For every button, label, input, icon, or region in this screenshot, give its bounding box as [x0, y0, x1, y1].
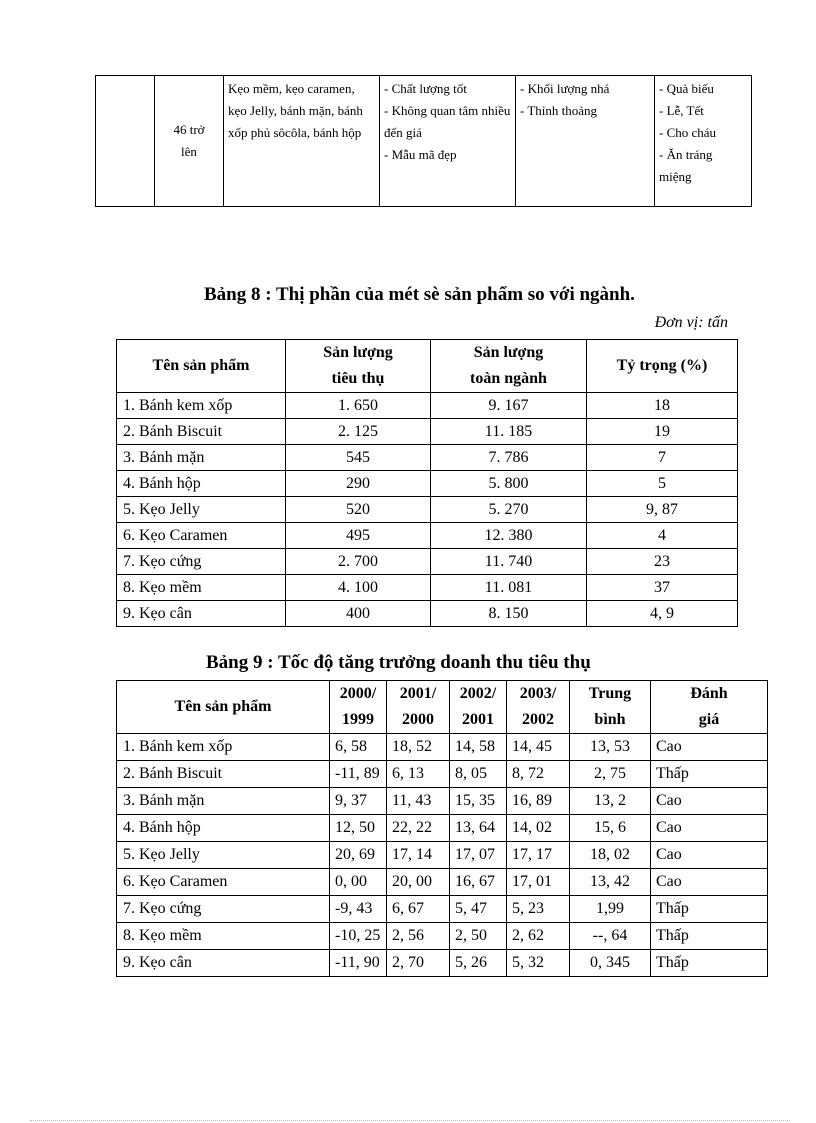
growth-2000-1999-cell: 9, 37 [330, 788, 387, 815]
consumer-segment-table [95, 75, 752, 207]
header-line: toàn ngành [470, 370, 547, 387]
product-name-cell: 8. Kẹo mềm [117, 923, 330, 950]
header-year-2002-2001 [450, 681, 507, 734]
evaluation-cell: Cao [651, 815, 768, 842]
growth-2000-1999-cell: -11, 89 [330, 761, 387, 788]
average-cell: 1,99 [570, 896, 651, 923]
product-name-cell: 3. Bánh mặn [117, 445, 286, 471]
header-line: 2000 [402, 711, 434, 728]
table-row [117, 419, 738, 445]
purpose-cell [655, 76, 752, 207]
sold-volume-cell: 1. 650 [286, 393, 431, 419]
market-share-table [116, 339, 738, 627]
growth-2003-2002-cell: 5, 23 [507, 896, 570, 923]
evaluation-cell: Thấp [651, 896, 768, 923]
sold-volume-cell: 4. 100 [286, 575, 431, 601]
product-name-cell: 6. Kẹo Caramen [117, 523, 286, 549]
header-line: 1999 [342, 711, 374, 728]
purpose-item: - Lễ, Tết [659, 103, 704, 118]
growth-2003-2002-cell: 14, 02 [507, 815, 570, 842]
industry-volume-cell: 9. 167 [431, 393, 587, 419]
header-line: 2002/ [459, 685, 497, 702]
growth-2001-2000-cell: 18, 52 [387, 734, 450, 761]
header-line: Sản lượng [323, 344, 393, 361]
purpose-item: - Cho cháu [659, 125, 717, 140]
header-line: Trung [588, 685, 632, 702]
average-cell: 13, 42 [570, 869, 651, 896]
evaluation-cell: Thấp [651, 761, 768, 788]
table-row [117, 842, 768, 869]
product-name-cell: 3. Bánh mặn [117, 788, 330, 815]
header-line: 2001/ [399, 685, 437, 702]
evaluation-cell: Thấp [651, 923, 768, 950]
sold-volume-cell: 545 [286, 445, 431, 471]
table-row [117, 497, 738, 523]
frequency-item: - Khối lượng nhá [520, 81, 610, 96]
sold-volume-cell: 400 [286, 601, 431, 627]
growth-2002-2001-cell: 8, 05 [450, 761, 507, 788]
product-name-cell: 9. Kẹo cân [117, 601, 286, 627]
share-percent-cell: 7 [587, 445, 738, 471]
growth-2003-2002-cell: 14, 45 [507, 734, 570, 761]
empty-cell [96, 76, 155, 207]
evaluation-cell: Cao [651, 842, 768, 869]
product-name-cell: 1. Bánh kem xốp [117, 393, 286, 419]
header-line: giá [698, 711, 720, 728]
header-line: 2002 [522, 711, 554, 728]
growth-2003-2002-cell: 17, 01 [507, 869, 570, 896]
table-row [117, 896, 768, 923]
product-name-cell: 2. Bánh Biscuit [117, 419, 286, 445]
growth-2002-2001-cell: 13, 64 [450, 815, 507, 842]
average-cell: 0, 345 [570, 950, 651, 977]
industry-volume-cell: 5. 800 [431, 471, 587, 497]
frequency-item: - Thỉnh thoảng [520, 103, 598, 118]
growth-rate-table [116, 680, 768, 977]
table-header-row [117, 340, 738, 393]
industry-volume-cell: 11. 185 [431, 419, 587, 445]
growth-2003-2002-cell: 5, 32 [507, 950, 570, 977]
growth-2002-2001-cell: 15, 35 [450, 788, 507, 815]
share-percent-cell: 18 [587, 393, 738, 419]
growth-2003-2002-cell: 8, 72 [507, 761, 570, 788]
product-name-cell: 7. Kẹo cứng [117, 896, 330, 923]
industry-volume-cell: 11. 740 [431, 549, 587, 575]
sold-volume-cell: 2. 125 [286, 419, 431, 445]
product-name-cell: 9. Kẹo cân [117, 950, 330, 977]
growth-2003-2002-cell: 2, 62 [507, 923, 570, 950]
header-evaluation [651, 681, 768, 734]
header-line: Sản lượng [473, 344, 544, 361]
product-name-cell: 8. Kẹo mềm [117, 575, 286, 601]
header-year-2003-2002 [507, 681, 570, 734]
growth-2002-2001-cell: 17, 07 [450, 842, 507, 869]
growth-2001-2000-cell: 2, 56 [387, 923, 450, 950]
purpose-item: - Quà biếu [659, 81, 714, 96]
page-bottom-rule [30, 1120, 790, 1121]
growth-2000-1999-cell: -9, 43 [330, 896, 387, 923]
growth-2003-2002-cell: 16, 89 [507, 788, 570, 815]
sold-volume-cell: 2. 700 [286, 549, 431, 575]
criteria-item: - Không quan tâm nhiều đến giá [384, 103, 511, 140]
growth-2000-1999-cell: 6, 58 [330, 734, 387, 761]
industry-volume-cell: 8. 150 [431, 601, 587, 627]
header-line: 2000/ [339, 685, 377, 702]
industry-volume-cell: 12. 380 [431, 523, 587, 549]
header-average [570, 681, 651, 734]
sold-volume-cell: 495 [286, 523, 431, 549]
growth-2001-2000-cell: 6, 67 [387, 896, 450, 923]
table-row [117, 761, 768, 788]
table-header-row [117, 681, 768, 734]
header-line: Đánh [690, 685, 728, 702]
table8-unit: Đơn vị: tấn [654, 314, 728, 331]
header-line: 2001 [462, 711, 494, 728]
table-row [117, 869, 768, 896]
growth-2000-1999-cell: 0, 00 [330, 869, 387, 896]
evaluation-cell: Cao [651, 734, 768, 761]
criteria-item: - Mẫu mã đẹp [384, 147, 457, 162]
average-cell: 2, 75 [570, 761, 651, 788]
average-cell: --, 64 [570, 923, 651, 950]
table-row [117, 523, 738, 549]
product-name-cell: 4. Bánh hộp [117, 471, 286, 497]
growth-2002-2001-cell: 16, 67 [450, 869, 507, 896]
product-name-cell: 2. Bánh Biscuit [117, 761, 330, 788]
table-row [117, 950, 768, 977]
header-line: tiêu thụ [331, 370, 385, 387]
table-row [117, 549, 738, 575]
growth-2002-2001-cell: 5, 47 [450, 896, 507, 923]
growth-2001-2000-cell: 2, 70 [387, 950, 450, 977]
product-name-cell: 1. Bánh kem xốp [117, 734, 330, 761]
average-cell: 13, 2 [570, 788, 651, 815]
frequency-cell [516, 76, 655, 207]
age-line: lên [181, 144, 197, 159]
share-percent-cell: 23 [587, 549, 738, 575]
table-row [117, 471, 738, 497]
header-product-name: Tên sản phẩm [117, 340, 286, 393]
table-row [117, 393, 738, 419]
growth-2003-2002-cell: 17, 17 [507, 842, 570, 869]
industry-volume-cell: 5. 270 [431, 497, 587, 523]
growth-2001-2000-cell: 6, 13 [387, 761, 450, 788]
growth-2001-2000-cell: 11, 43 [387, 788, 450, 815]
growth-2001-2000-cell: 20, 00 [387, 869, 450, 896]
table-row [117, 788, 768, 815]
products-cell: Kẹo mềm, kẹo caramen, kẹo Jelly, bánh mặn, bánh xốp phủ sôcôla, bánh hộp [224, 76, 380, 207]
header-sold [286, 340, 431, 393]
table-row [117, 445, 738, 471]
growth-2001-2000-cell: 22, 22 [387, 815, 450, 842]
evaluation-cell: Thấp [651, 950, 768, 977]
share-percent-cell: 4 [587, 523, 738, 549]
sold-volume-cell: 290 [286, 471, 431, 497]
growth-2000-1999-cell: -11, 90 [330, 950, 387, 977]
growth-2002-2001-cell: 5, 26 [450, 950, 507, 977]
table-row [117, 601, 738, 627]
table-row [96, 76, 752, 207]
header-product-name: Tên sản phẩm [117, 681, 330, 734]
purpose-item: - Ăn tráng miệng [659, 147, 713, 184]
share-percent-cell: 9, 87 [587, 497, 738, 523]
product-name-cell: 7. Kẹo cứng [117, 549, 286, 575]
growth-2000-1999-cell: -10, 25 [330, 923, 387, 950]
growth-2000-1999-cell: 20, 69 [330, 842, 387, 869]
header-share: Tỷ trọng (%) [587, 340, 738, 393]
criteria-cell [380, 76, 516, 207]
table-row [117, 815, 768, 842]
product-name-cell: 5. Kẹo Jelly [117, 497, 286, 523]
header-year-2001-2000 [387, 681, 450, 734]
table8-caption: Bảng 8 : Thị phần của mét sè sản phẩm so với ngành. [204, 284, 635, 305]
header-year-2000-1999 [330, 681, 387, 734]
growth-2001-2000-cell: 17, 14 [387, 842, 450, 869]
share-percent-cell: 19 [587, 419, 738, 445]
table-row [117, 734, 768, 761]
industry-volume-cell: 11. 081 [431, 575, 587, 601]
share-percent-cell: 37 [587, 575, 738, 601]
share-percent-cell: 4, 9 [587, 601, 738, 627]
sold-volume-cell: 520 [286, 497, 431, 523]
age-line: 46 trở [173, 122, 205, 137]
table9-caption: Bảng 9 : Tốc độ tăng trưởng doanh thu tiêu thụ [206, 652, 591, 673]
product-name-cell: 5. Kẹo Jelly [117, 842, 330, 869]
evaluation-cell: Cao [651, 788, 768, 815]
growth-2002-2001-cell: 2, 50 [450, 923, 507, 950]
criteria-item: - Chất lượng tốt [384, 81, 467, 96]
growth-2002-2001-cell: 14, 58 [450, 734, 507, 761]
header-line: 2003/ [519, 685, 557, 702]
share-percent-cell: 5 [587, 471, 738, 497]
header-line: bình [594, 711, 626, 728]
age-group-cell [155, 76, 224, 207]
header-industry [431, 340, 587, 393]
table-row [117, 923, 768, 950]
product-name-cell: 4. Bánh hộp [117, 815, 330, 842]
product-name-cell: 6. Kẹo Caramen [117, 869, 330, 896]
average-cell: 13, 53 [570, 734, 651, 761]
evaluation-cell: Cao [651, 869, 768, 896]
average-cell: 18, 02 [570, 842, 651, 869]
growth-2000-1999-cell: 12, 50 [330, 815, 387, 842]
table-row [117, 575, 738, 601]
average-cell: 15, 6 [570, 815, 651, 842]
industry-volume-cell: 7. 786 [431, 445, 587, 471]
